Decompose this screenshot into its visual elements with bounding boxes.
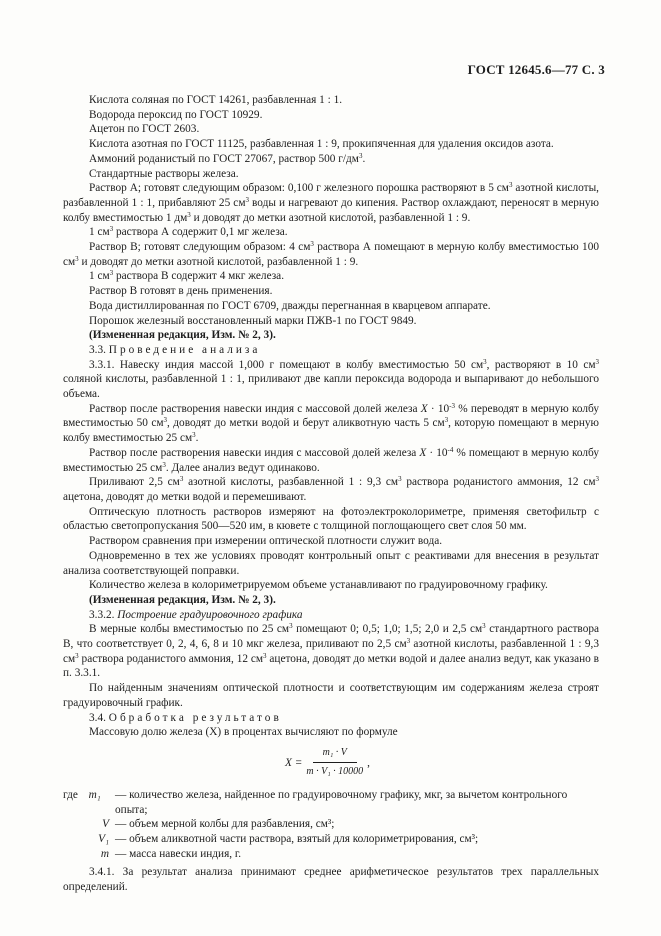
paragraph-solution-10-3: Раствор после растворения навески индия с массовой долей железа $X \cdot 10^{-3}$ % переводят в мерную колбу вместимостью 50 $см^3$, доводят до метки водой и берут аликвотную часть 5 $см^3$, которую помещают в мерную колбу вместимостью 25 $см^3$.	[63, 401, 599, 445]
legend-symbol: m₁	[88, 788, 101, 801]
solution-a-prep: Раствор А; готовят следующим образом: 0,100 г железного порошка растворяют в 5 $см^3$ азотной кислоты, разбавленной 1 : 1, прибавляют 25 $см^3$ воды и нагревают до кипения. Раствор охлаждают, переносят в мерную колбу вместимостью 1 $дм^3$ и доводят до метки азотной кислотой, разбавленной 1 : 9.	[63, 181, 599, 224]
reagent-hcl: Кислота соляная по ГОСТ 14261, разбавленная 1 : 1.	[89, 94, 343, 106]
paragraph-iron-amount: Количество железа в колориметрируемом объеме устанавливают по градуировочному графику.	[89, 579, 548, 592]
section-3-4-heading: 3.4. Обработка результатов	[89, 711, 282, 724]
solution-a-content: 1 $см^3$ раствора А содержит 0,1 мг железа.	[89, 225, 288, 239]
legend-symbol: V	[102, 818, 109, 831]
paragraph-calibration-graph: По найденным значениям оптической плотности и соответствующим им содержаниям железа строят градуировочный график.	[63, 682, 599, 709]
amendment-note: (Измененная редакция, Изм. № 2, 3).	[89, 329, 276, 342]
reagent-rhodanide: Аммоний роданистый по ГОСТ 27067, раствор 500 $г/дм^3$.	[89, 151, 366, 165]
paragraph-blank-test: Одновременно в тех же условиях проводят контрольный опыт с реактивами для внесения в результат анализа соответствующей поправки.	[63, 549, 599, 577]
reagent-nitric-acid: Кислота азотная по ГОСТ 11125, разбавленная 1 : 9, прокипяченная для удаления оксидов азота.	[89, 138, 554, 151]
paragraph-reference-solution: Раствором сравнения при измерении оптической плотности служит вода.	[89, 535, 443, 548]
legend-text: — количество железа, найденное по градуировочному графику, мкг, за вычетом контрольного опыта;	[115, 788, 568, 816]
formula-numerator: m₁ · V	[313, 746, 357, 764]
legend-row-m1	[63, 788, 599, 817]
page-header: ГОСТ 12645.6—77 С. 3	[467, 62, 605, 77]
legend-row-v	[63, 817, 599, 832]
legend-text: — масса навески индия, г.	[115, 847, 242, 860]
formula-tail: ,	[367, 756, 370, 769]
reagent-iron-powder: Порошок железный восстановленный марки ПЖВ-1 по ГОСТ 9849.	[89, 314, 417, 327]
legend-where-label: где	[63, 788, 78, 801]
paragraph-add-reagents: Приливают 2,5 $см^3$ азотной кислоты, разбавленной 1 : 9,3 $см^3$ раствора роданистого аммония, 12 $см^3$ ацетона, доводят до метки водой и перемешивают.	[63, 475, 599, 503]
legend-symbol: m	[100, 847, 109, 860]
solution-b-day: Раствор В готовят в день применения.	[89, 285, 273, 298]
paragraph-optical-density: Оптическую плотность растворов измеряют на фотоэлектроколориметре, применяя светофильтр с областью светопропускания 500—520 им, в кювете с толщиной поглощающего свет слоя 50 мм.	[63, 505, 599, 533]
legend-text: — объем мерной колбы для разбавления, см³;	[115, 818, 335, 831]
paragraph-3-4-1: 3.4.1. За результат анализа принимают среднее арифметическое результатов трех параллельных определений.	[63, 866, 599, 894]
paragraph-3-3-1: 3.3.1. Навеску индия массой 1,000 г помещают в колбу вместимостью 50 $см^3$, растворяют в 10 $см^3$ соляной кислоты, разбавленной 1 : 1, приливают две капли пероксида водорода и выпаривают до небольшого объема.	[63, 357, 599, 401]
paragraph-3-3-2: В мерные колбы вместимостью по 25 $см^3$ помещают 0; 0,5; 1,0; 1,5; 2,0 и 2,5 $см^3$ стандартного раствора В, что соответствует 0, 2, 4, 6, 8 и 10 мкг железа, приливают по 2,5 $см^3$ азотной кислоты, разбавленной 1 : 9,3 $см^3$ раствора роданистого аммония, 12 $см^3$ ацетона, доводят до метки водой и далее анализ ведут, как указано в п. 3.3.1.	[63, 622, 600, 680]
legend-symbol: V₁	[98, 833, 109, 846]
section-3-3-heading: 3.3. Проведение анализа	[89, 343, 261, 356]
section-3-3-2-heading: 3.3.2. Построение градуировочного графика	[89, 608, 303, 621]
legend-row-v1	[63, 832, 599, 847]
paragraph-solution-10-4: Раствор после растворения навески индия с массовой долей железа $X \cdot 10^{-4}$ % помещают в мерную колбу вместимостью 25 $см^3$. Далее анализ ведут одинаково.	[63, 445, 599, 474]
formula-lhs: X =	[285, 756, 303, 769]
document-body	[63, 93, 599, 895]
std-solutions-title: Стандартные растворы железа.	[89, 167, 239, 180]
formula-fraction	[306, 746, 363, 780]
paragraph-3-4: Массовую долю железа (X) в процентах вычисляют по формуле	[89, 726, 398, 739]
formula-denominator: m · V₁ · 10000	[306, 766, 364, 778]
solution-b-prep: Раствор В; готовят следующим образом: 4 $см^3$ раствора А помещают в мерную колбу вместимостью 100 $см^3$ и доводят до метки азотной кислотой, разбавленной 1 : 9.	[63, 240, 599, 268]
mass-fraction-formula	[63, 744, 599, 782]
legend-row-m	[63, 847, 599, 862]
reagent-acetone: Ацетон по ГОСТ 2603.	[89, 123, 200, 136]
reagent-water: Вода дистиллированная по ГОСТ 6709, дважды перегнанная в кварцевом аппарате.	[89, 299, 491, 312]
legend-text: — объем аликвотной части раствора, взятый для колориметрирования, см³;	[115, 833, 479, 846]
amendment-note-2: (Измененная редакция, Изм. № 2, 3).	[89, 593, 276, 606]
reagent-peroxide: Водорода пероксид по ГОСТ 10929.	[89, 108, 263, 121]
solution-b-content: 1 $см^3$ раствора В содержит 4 мкг железа.	[89, 269, 285, 283]
